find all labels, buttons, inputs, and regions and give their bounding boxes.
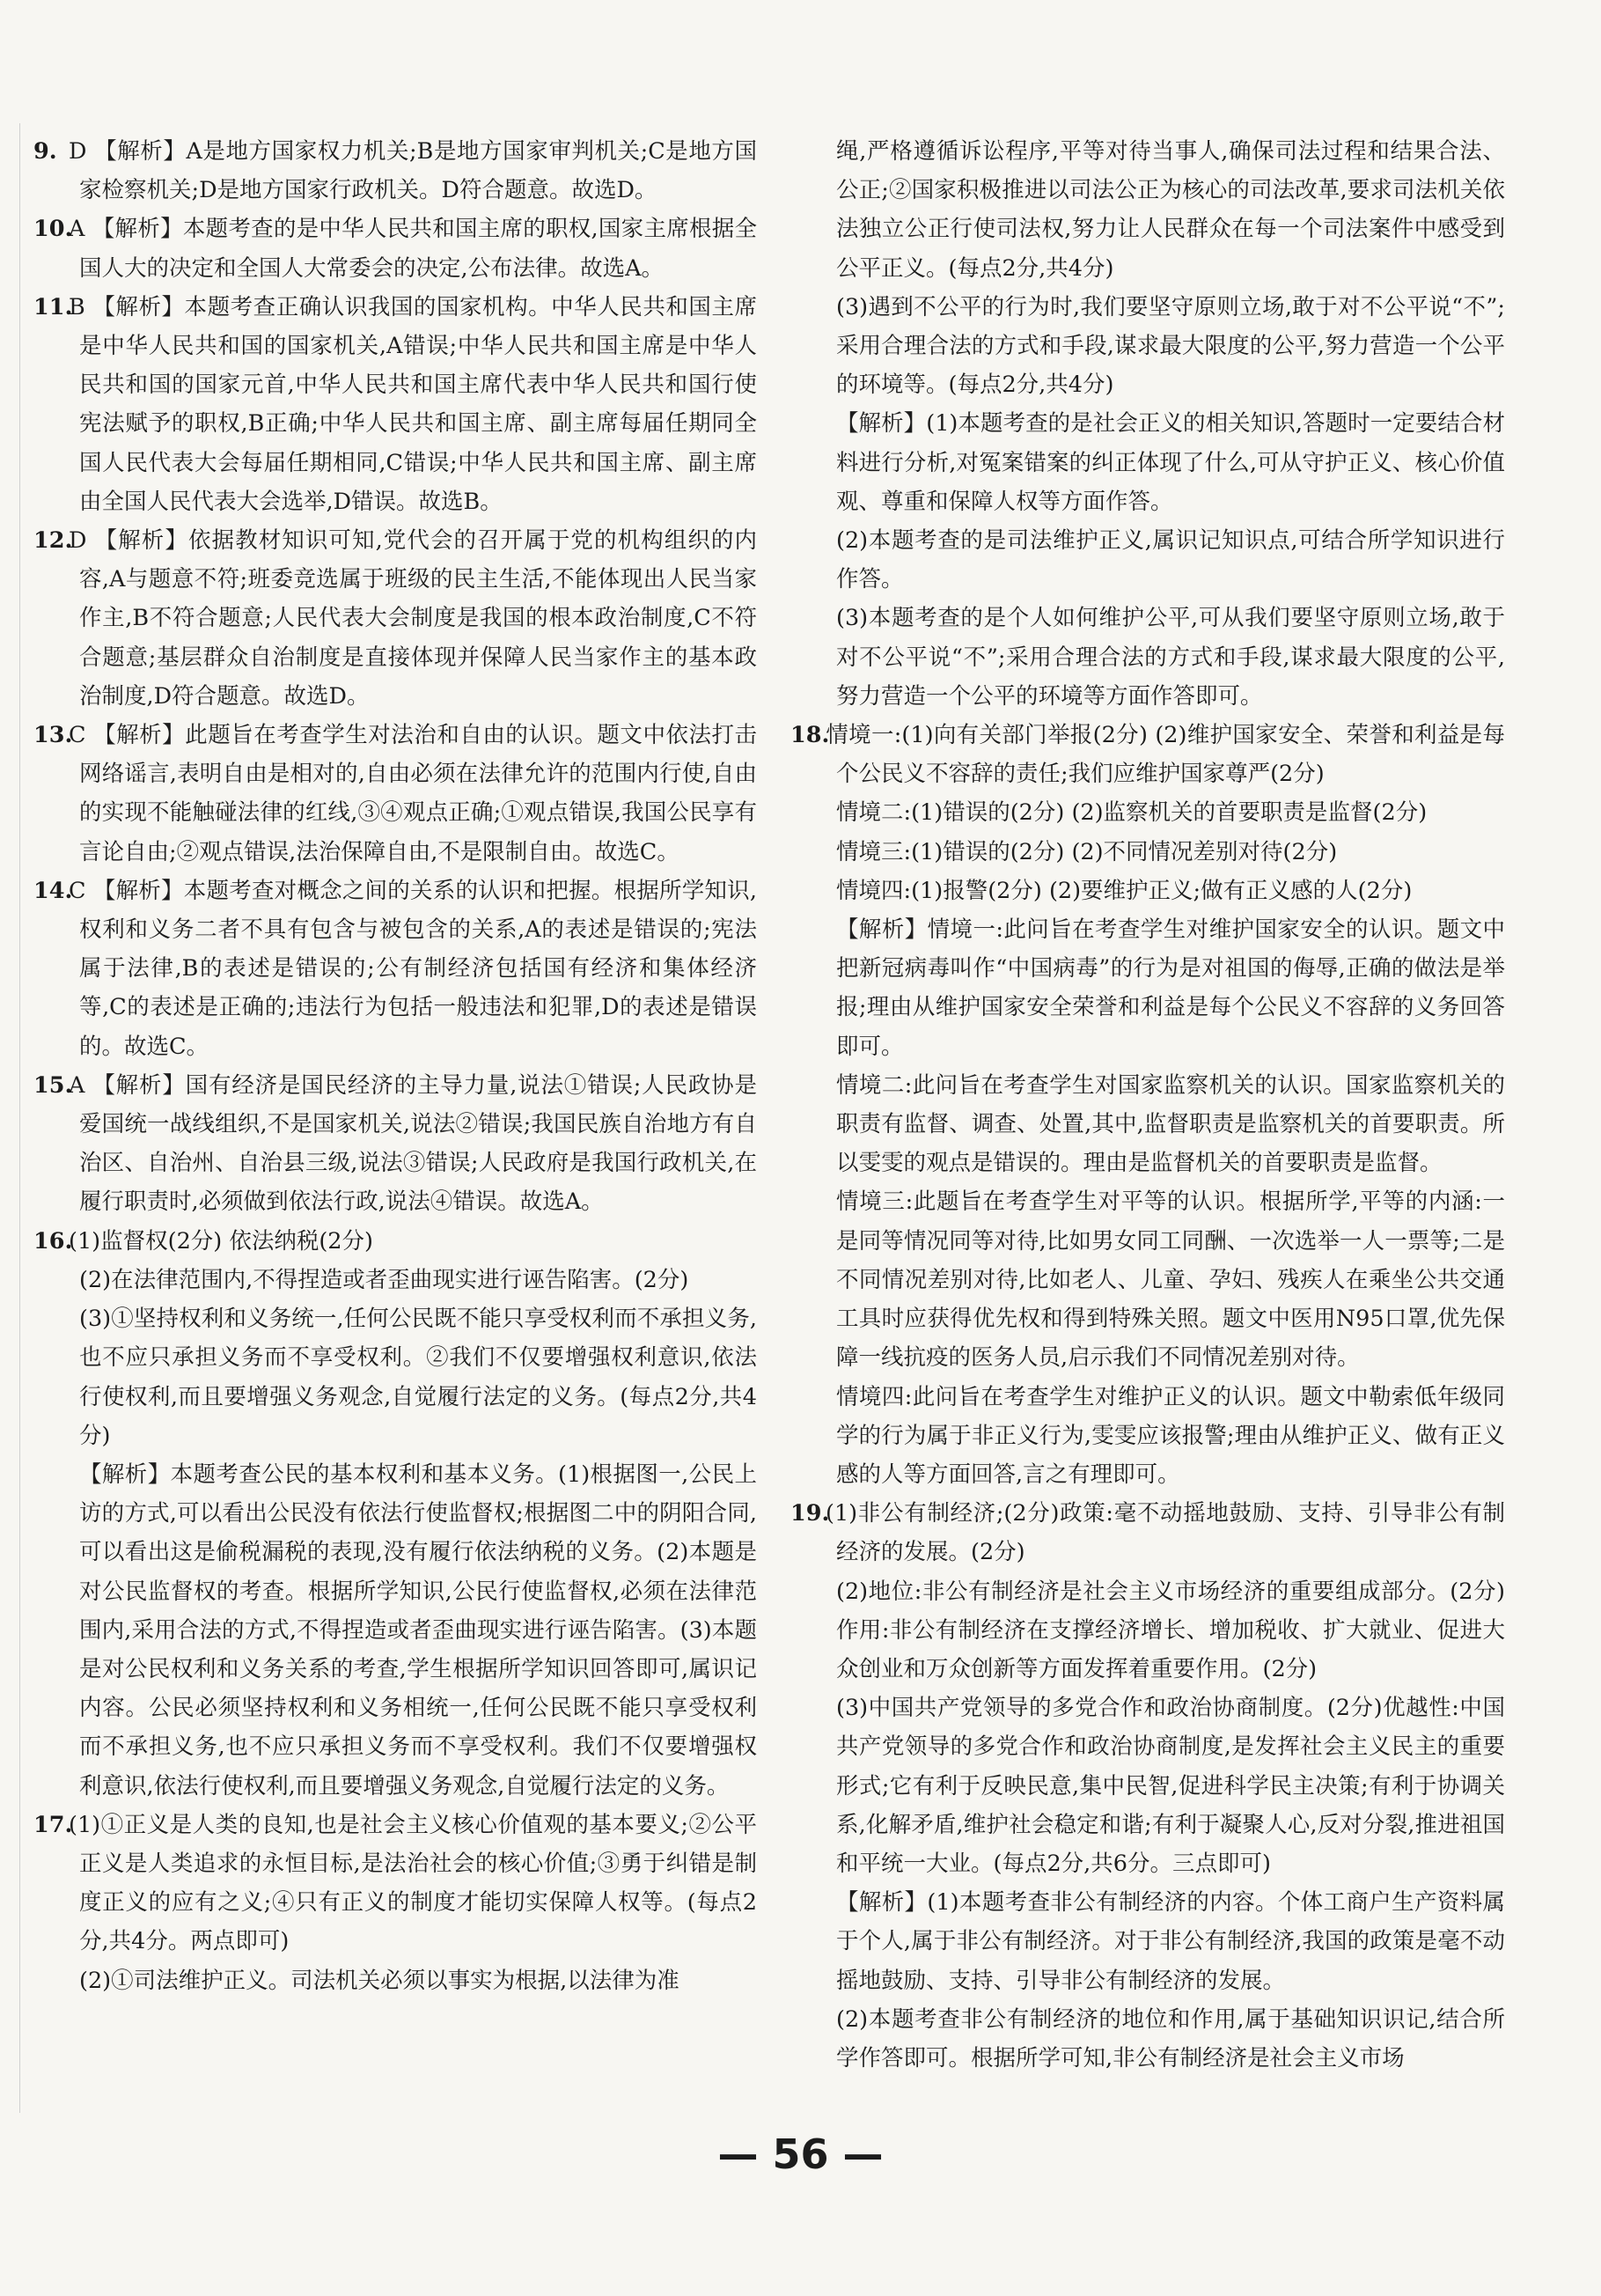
answer-paragraph: (3)遇到不公平的行为时,我们要坚守原则立场,敢于对不公平说“不”;采用合理合法的方式和手段,谋求最大限度的公平,努力营造一个公平的环境等。(每点2分,共4分) xyxy=(836,293,1505,399)
question-answer xyxy=(33,716,757,872)
answer-paragraph: (2)本题考查的是司法维护正义,属识记知识点,可结合所学知识进行作答。 xyxy=(836,527,1505,593)
answer-paragraph: 情境二:此问旨在考查学生对国家监察机关的认识。国家监察机关的职责有监督、调查、处置,其中,监督职责是监察机关的首要职责。所以雯雯的观点是错误的。理由是监督机关的首要职责是监督。 xyxy=(836,1071,1505,1177)
answer-paragraph: (3)本题考查的是个人如何维护公平,可从我们要坚守原则立场,敢于对不公平说“不”;采用合理合法的方式和手段,谋求最大限度的公平,努力营造一个公平的环境等方面作答即可。 xyxy=(836,605,1505,710)
answer-paragraph: 【解析】(1)本题考查的是社会正义的相关知识,答题时一定要结合材料进行分析,对冤案错案的纠正体现了什么,可从守护正义、核心价值观、尊重和保障人权等方面作答。 xyxy=(836,410,1505,515)
answer-text: B 【解析】本题考查正确认识我国的国家机构。中华人民共和国主席是中华人民共和国的国家机关,A错误;中华人民共和国主席是中华人民共和国的国家元首,中华人民共和国主席代表中华人民共和国行使宪法赋予的职权,B正确;中华人民共和国主席、副主席每届任期同全国人民代表大会每届任期相同,C错误;中华人民共和国主席、副主席由全国人民代表大会选举,D错误。故选B。 xyxy=(69,293,757,515)
answer-text: D 【解析】A是地方国家权力机关;B是地方国家审判机关;C是地方国家检察机关;D是地方国家行政机关。D符合题意。故选D。 xyxy=(69,138,757,204)
left-column xyxy=(33,132,757,2000)
answer-text: (1)监督权(2分) 依法纳税(2分) xyxy=(69,1227,373,1255)
answer-text: A 【解析】本题考查的是中华人民共和国主席的职权,国家主席根据全国人大的决定和全国人大常委会的决定,公布法律。故选A。 xyxy=(69,216,757,282)
answer-text: C 【解析】本题考查对概念之间的关系的认识和把握。根据所学知识,权利和义务二者不具有包含与被包含的关系,A的表述是错误的;宪法属于法律,B的表述是错误的;公有制经济包括国有经济和集体经济等,C的表述是正确的;违法行为包括一般违法和犯罪,D的表述是错误的。故选C。 xyxy=(69,877,757,1060)
question-answer xyxy=(33,132,757,210)
answer-text: D 【解析】依据教材知识可知,党代会的召开属于党的机构组织的内容,A与题意不符;班委竞选属于班级的民主生活,不能体现出人民当家作主,B不符合题意;人民代表大会制度是我国的根本政治制度,C不符合题意;基层群众自治制度是直接体现并保障人民当家作主的基本政治制度,D符合题意。故选D。 xyxy=(69,527,757,710)
answer-paragraph: (2)地位:非公有制经济是社会主义市场经济的重要组成部分。(2分)作用:非公有制经济在支撑经济增长、增加税收、扩大就业、促进大众创业和万众创新等方面发挥着重要作用。(2分) xyxy=(836,1578,1505,1682)
answer-text: 情境一:(1)向有关部门举报(2分) (2)维护国家安全、荣誉和利益是每个公民义不容辞的责任;我们应维护国家尊严(2分) xyxy=(826,722,1505,788)
binding-margin-strip xyxy=(0,123,20,2113)
answer-paragraph: (2)①司法维护正义。司法机关必须以事实为根据,以法律为准 xyxy=(79,1967,679,1994)
question-number: 13. xyxy=(33,722,73,749)
answer-text: (1)①正义是人类的良知,也是社会主义核心价值观的基本要义;②公平正义是人类追求的永恒目标,是法治社会的核心价值;③勇于纠错是制度正义的应有之义;④只有正义的制度才能切实保障人权等。(每点2分,共4分。两点即可) xyxy=(69,1811,757,1955)
answer-paragraph: (3)中国共产党领导的多党合作和政治协商制度。(2分)优越性:中国共产党领导的多党合作和政治协商制度,是发挥社会主义民主的重要形式;它有利于反映民意,集中民智,促进科学民主决策;有利于协调关系,化解矛盾,维护社会稳定和谐;有利于凝聚人心,反对分裂,推进祖国和平统一大业。(每点2分,共6分。三点即可) xyxy=(836,1695,1505,1877)
question-answer xyxy=(33,1806,757,1961)
answer-paragraph: 【解析】情境一:此问旨在考查学生对维护国家安全的认识。题文中把新冠病毒叫作“中国病毒”的行为是对祖国的侮辱,正确的做法是举报;理由从维护国家安全荣誉和利益是每个公民义不容辞的义务回答即可。 xyxy=(836,916,1505,1060)
answer-paragraph: 情境二:(1)错误的(2分) (2)监察机关的首要职责是监督(2分) xyxy=(836,799,1428,827)
page-number: — 56 — xyxy=(717,2130,884,2178)
answer-text: (1)非公有制经济;(2分)政策:毫不动摇地鼓励、支持、引导非公有制经济的发展。(2分) xyxy=(826,1500,1505,1566)
question-number: 11. xyxy=(33,293,73,320)
question-number: 9. xyxy=(33,138,57,165)
question-number: 10. xyxy=(33,216,73,243)
question-answer xyxy=(33,1222,757,1261)
answer-paragraph: 绳,严格遵循诉讼程序,平等对待当事人,确保司法过程和结果合法、公正;②国家积极推进以司法公正为核心的司法改革,要求司法机关依法独立公正行使司法权,努力让人民群众在每一个司法案件中感受到公平正义。(每点2分,共4分) xyxy=(836,138,1505,282)
question-answer xyxy=(790,1494,1505,1571)
question-answer xyxy=(33,288,757,521)
question-answer xyxy=(33,1066,757,1222)
question-number: 17. xyxy=(33,1811,73,1838)
answer-paragraph: (3)①坚持权利和义务统一,任何公民既不能只享受权利而不承担义务,也不应只承担义务而不享受权利。②我们不仅要增强权利意识,依法行使权利,而且要增强义务观念,自觉履行法定的义务。(每点2分,共4分) xyxy=(79,1306,757,1449)
question-number: 18. xyxy=(790,722,830,749)
question-number: 12. xyxy=(33,527,73,555)
question-answer xyxy=(790,716,1505,793)
question-number: 19. xyxy=(790,1500,830,1527)
question-answer xyxy=(33,210,757,287)
answer-paragraph: 情境四:此问旨在考查学生对维护正义的认识。题文中勒索低年级同学的行为属于非正义行为,雯雯应该报警;理由从维护正义、做有正义感的人等方面回答,言之有理即可。 xyxy=(836,1383,1505,1488)
right-column xyxy=(790,132,1505,2078)
answer-text: A 【解析】国有经济是国民经济的主导力量,说法①错误;人民政协是爱国统一战线组织,不是国家机关,说法②错误;我国民族自治地方有自治区、自治州、自治县三级,说法③错误;人民政府是我国行政机关,在履行职责时,必须做到依法行政,说法④错误。故选A。 xyxy=(69,1071,757,1216)
question-number: 16. xyxy=(33,1227,73,1255)
question-answer xyxy=(33,872,757,1066)
question-number: 15. xyxy=(33,1071,73,1099)
answer-text: C 【解析】此题旨在考查学生对法治和自由的认识。题文中依法打击网络谣言,表明自由是相对的,自由必须在法律允许的范围内行使,自由的实现不能触碰法律的红线,③④观点正确;①观点错误,我国公民享有言论自由;②观点错误,法治保障自由,不是限制自由。故选C。 xyxy=(69,722,757,865)
answer-paragraph: 情境三:此题旨在考查学生对平等的认识。根据所学,平等的内涵:一是同等情况同等对待,比如男女同工同酬、一次选举一人一票等;二是不同情况差别对待,比如老人、儿童、孕妇、残疾人在乘坐公共交通工具时应获得优先权和得到特殊关照。题文中医用N95口罩,优先保障一线抗疫的医务人员,启示我们不同情况差别对待。 xyxy=(836,1188,1505,1372)
answer-paragraph: 情境四:(1)报警(2分) (2)要维护正义;做有正义感的人(2分) xyxy=(836,877,1413,904)
answer-paragraph: (2)本题考查非公有制经济的地位和作用,属于基础知识识记,结合所学作答即可。根据所学可知,非公有制经济是社会主义市场 xyxy=(836,2005,1505,2072)
answer-paragraph: 【解析】(1)本题考查非公有制经济的内容。个体工商户生产资料属于个人,属于非公有制经济。对于非公有制经济,我国的政策是毫不动摇地鼓励、支持、引导非公有制经济的发展。 xyxy=(836,1889,1505,1994)
answer-paragraph: (2)在法律范围内,不得捏造或者歪曲现实进行诬告陷害。(2分) xyxy=(79,1266,689,1293)
answer-paragraph: 【解析】本题考查公民的基本权利和基本义务。(1)根据图一,公民上访的方式,可以看出公民没有依法行使监督权;根据图二中的阴阳合同,可以看出这是偷税漏税的表现,没有履行依法纳税的义务。(2)本题是对公民监督权的考查。根据所学知识,公民行使监督权,必须在法律范围内,采用合法的方式,不得捏造或者歪曲现实进行诬告陷害。(3)本题是对公民权利和义务关系的考查,学生根据所学知识回答即可,属识记内容。公民必须坚持权利和义务相统一,任何公民既不能只享受权利而不承担义务,也不应只承担义务而不享受权利。我们不仅要增强权利意识,依法行使权利,而且要增强义务观念,自觉履行法定的义务。 xyxy=(79,1461,757,1799)
question-answer xyxy=(33,521,757,716)
answer-paragraph: 情境三:(1)错误的(2分) (2)不同情况差别对待(2分) xyxy=(836,838,1338,865)
question-number: 14. xyxy=(33,877,73,904)
